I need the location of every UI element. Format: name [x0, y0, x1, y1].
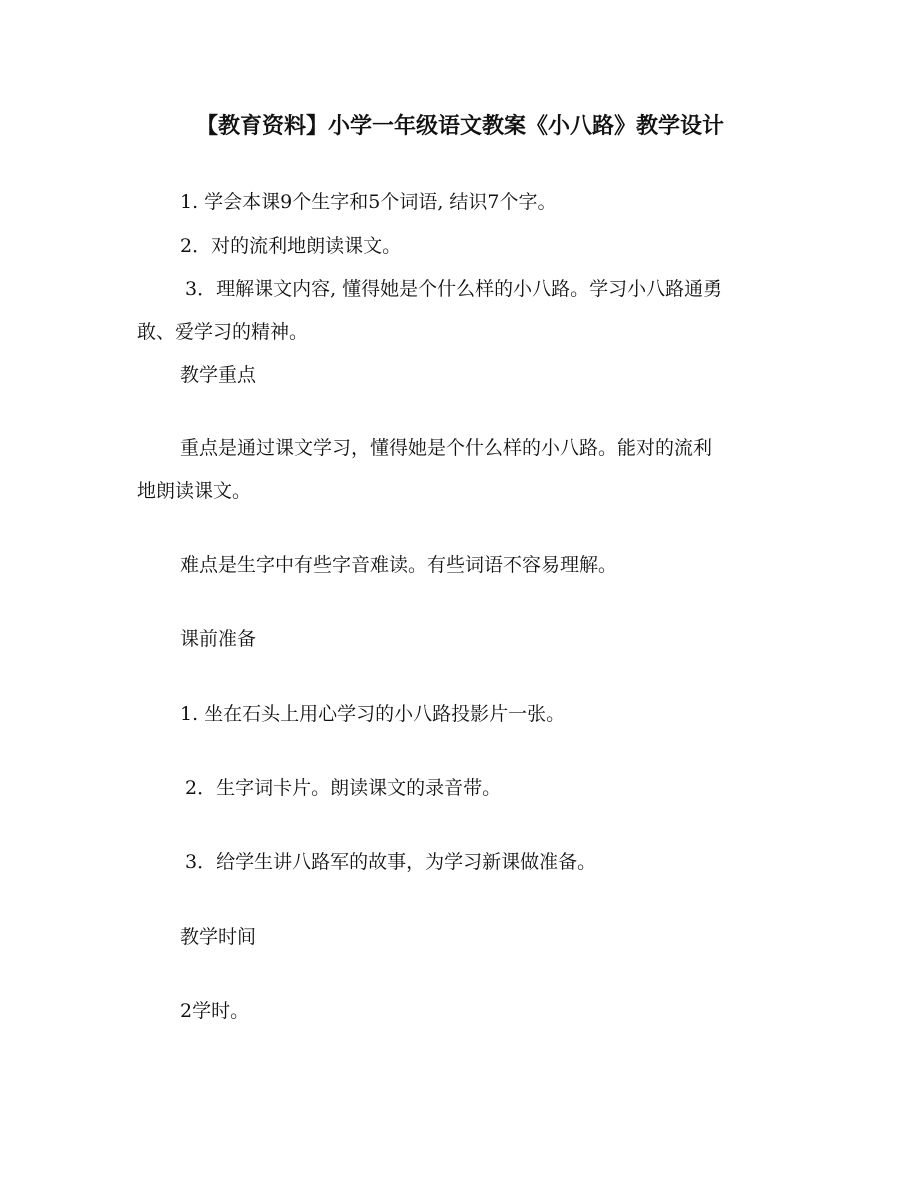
objective-1: 1. 学会本课9个生字和5个词语, 结识7个字。 [180, 191, 557, 213]
document-title: 【教育资料】小学一年级语文教案《小八路》教学设计 [195, 114, 724, 139]
time-value: 2学时。 [180, 1000, 250, 1022]
key-points-line-2: 地朗读课文。 [137, 480, 252, 502]
key-points-line-1: 重点是通过课文学习，懂得她是个什么样的小八路。能对的流利 [180, 437, 713, 459]
key-points-heading: 教学重点 [180, 364, 257, 386]
objective-3-continued: 敢、爱学习的精神。 [137, 321, 309, 343]
time-heading: 教学时间 [180, 926, 257, 948]
preparation-heading: 课前准备 [180, 628, 257, 650]
preparation-item-2: 2．生字词卡片。朗读课文的录音带。 [185, 777, 502, 799]
preparation-item-3: 3．给学生讲八路军的故事，为学习新课做准备。 [185, 851, 597, 873]
preparation-item-1: 1. 坐在石头上用心学习的小八路投影片一张。 [180, 703, 566, 725]
objective-3: 3．理解课文内容, 懂得她是个什么样的小八路。学习小八路通勇 [185, 278, 723, 300]
objective-2: 2．对的流利地朗读课文。 [180, 235, 402, 257]
difficulty: 难点是生字中有些字音难读。有些词语不容易理解。 [180, 554, 618, 576]
